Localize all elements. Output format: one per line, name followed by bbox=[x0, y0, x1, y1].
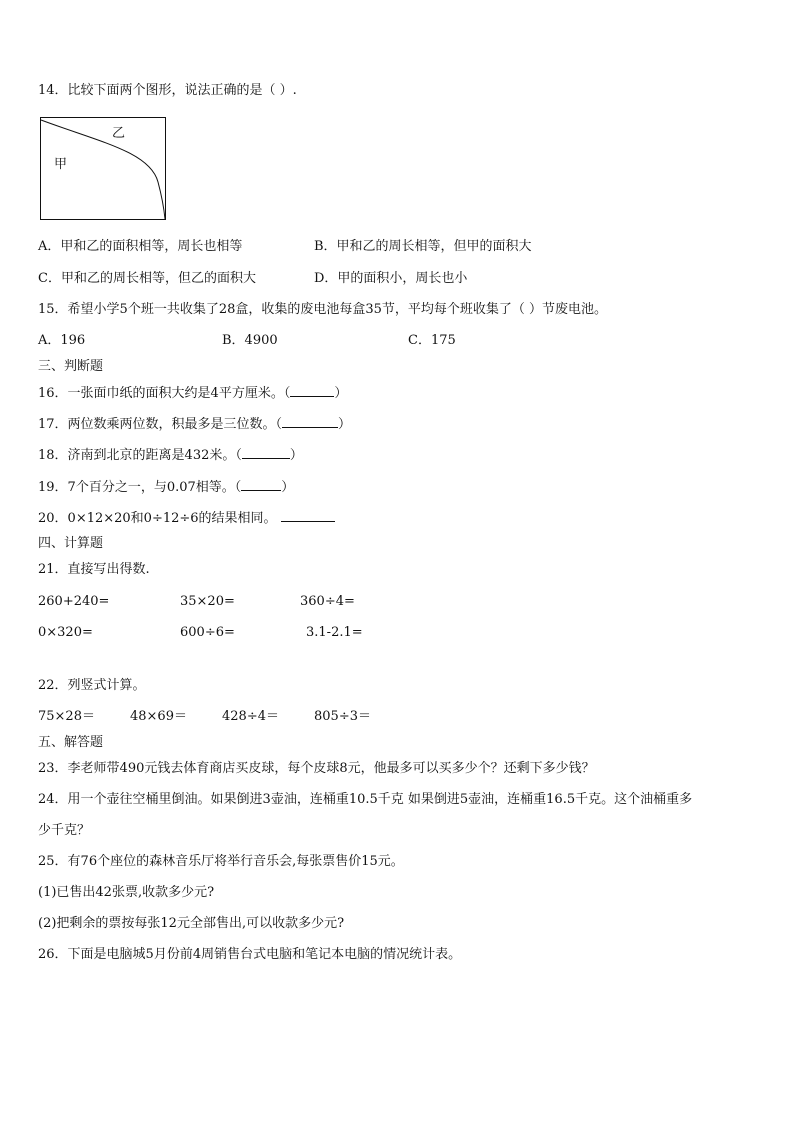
q24-line2: 少千克？ bbox=[38, 823, 91, 838]
q16-close: ） bbox=[334, 386, 348, 401]
q14-stem: 14．比较下面两个图形，说法正确的是（ ）. bbox=[38, 83, 297, 98]
q18-answer-blank[interactable] bbox=[242, 446, 290, 459]
q21-item: 260+240= bbox=[38, 594, 110, 609]
q18-text: 18．济南到北京的距离是432米。（ bbox=[38, 448, 242, 463]
q21-item: 3.1-2.1= bbox=[306, 625, 363, 640]
q22-item: 48×69＝ bbox=[130, 709, 187, 724]
q16 bbox=[38, 384, 347, 403]
q25-stem: 25．有76个座位的森林音乐厅将举行音乐会,每张票售价15元。 bbox=[38, 854, 404, 869]
q16-answer-blank[interactable] bbox=[290, 384, 334, 397]
q14-option-a: A．甲和乙的面积相等，周长也相等 bbox=[38, 239, 243, 254]
q15-option-b: B．4900 bbox=[222, 333, 278, 348]
q21-stem: 21．直接写出得数. bbox=[38, 562, 150, 577]
q19 bbox=[38, 478, 294, 497]
q15-option-a: A．196 bbox=[38, 333, 86, 348]
q20-text: 20．0×12×20和0÷12÷6的结果相同。 bbox=[38, 511, 277, 526]
q22-item: 805÷3＝ bbox=[314, 709, 371, 724]
section4-title: 四、计算题 bbox=[38, 536, 104, 551]
q21-item: 360÷4= bbox=[300, 594, 355, 609]
q14-option-c: C．甲和乙的周长相等，但乙的面积大 bbox=[38, 271, 256, 286]
q18-close: ） bbox=[289, 448, 303, 463]
q21-item: 600÷6= bbox=[180, 625, 235, 640]
q24-line1: 24．用一个壶往空桶里倒油。如果倒进3壶油，连桶重10.5千克 如果倒进5壶油，连桶重16.5千克。这个油桶重多 bbox=[38, 792, 693, 807]
q20 bbox=[38, 509, 335, 528]
figure-label-yi: 乙 bbox=[112, 126, 126, 141]
q19-text: 19．7个百分之一，与0.07相等。（ bbox=[38, 480, 242, 495]
q19-close: ） bbox=[281, 480, 295, 495]
q14-figure bbox=[40, 117, 166, 220]
q22-item: 75×28＝ bbox=[38, 709, 95, 724]
figure-label-jia: 甲 bbox=[54, 157, 68, 172]
q16-text: 16．一张面巾纸的面积大约是4平方厘米。（ bbox=[38, 386, 291, 401]
q17 bbox=[38, 415, 351, 434]
q22-item: 428÷4＝ bbox=[222, 709, 279, 724]
q23-text: 23．李老师带490元钱去体育商店买皮球，每个皮球8元，他最多可以买多少个？还剩下多少钱？ bbox=[38, 761, 595, 776]
q14-option-b: B．甲和乙的周长相等，但甲的面积大 bbox=[314, 239, 532, 254]
q17-text: 17．两位数乘两位数，积最多是三位数。（ bbox=[38, 417, 283, 432]
q22-stem: 22．列竖式计算。 bbox=[38, 678, 146, 693]
q17-answer-blank[interactable] bbox=[282, 415, 338, 428]
q21-item: 35×20= bbox=[180, 594, 235, 609]
q17-close: ） bbox=[338, 417, 352, 432]
section5-title: 五、解答题 bbox=[38, 735, 104, 750]
q15-stem: 15．希望小学5个班一共收集了28盒，收集的废电池每盒35节，平均每个班收集了（ ）节废电池。 bbox=[38, 302, 608, 317]
q21-item: 0×320= bbox=[38, 625, 93, 640]
section3-title: 三、判断题 bbox=[38, 359, 104, 374]
q18 bbox=[38, 446, 303, 465]
q19-answer-blank[interactable] bbox=[241, 478, 281, 491]
q25-sub1: (1)已售出42张票,收款多少元? bbox=[38, 885, 215, 900]
q15-option-c: C．175 bbox=[408, 333, 456, 348]
q20-answer-blank[interactable] bbox=[281, 509, 335, 522]
q14-option-d: D．甲的面积小，周长也小 bbox=[314, 271, 468, 286]
q26-text: 26．下面是电脑城5月份前4周销售台式电脑和笔记本电脑的情况统计表。 bbox=[38, 947, 462, 962]
q25-sub2: (2)把剩余的票按每张12元全部售出,可以收款多少元? bbox=[38, 916, 345, 931]
